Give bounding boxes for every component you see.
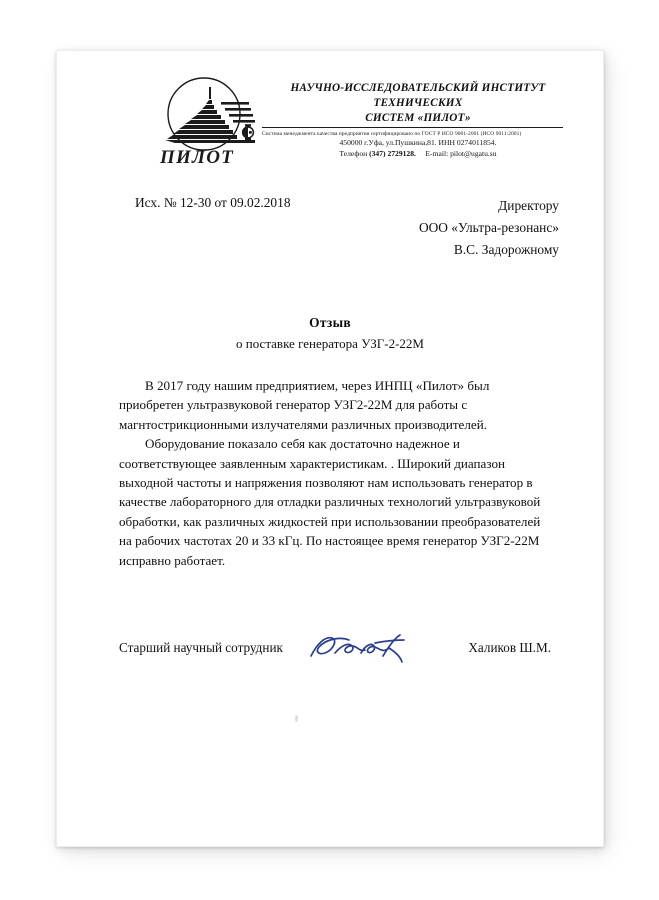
- body-paragraph-1: В 2017 году нашим предприятием, через ИНПЦ «Пилот» был приобретен ультразвуковой генератор УЗГ2-22М для работы с магнтострикционными излучателями различных производителей.: [119, 378, 490, 432]
- page-content: [57, 51, 603, 846]
- email-label: E-mail:: [425, 149, 449, 158]
- email-value[interactable]: pilot@ugatu.su: [450, 149, 497, 158]
- title-block: [97, 315, 563, 352]
- signer-position: Старший научный сотрудник: [119, 640, 283, 656]
- pilot-pyramid-circle-logo: [159, 77, 267, 155]
- quality-certification-seal-icon: [239, 123, 257, 141]
- reference-number: Исх. № 12-30 от 09.02.2018: [135, 195, 291, 210]
- addressee-block: [419, 195, 559, 261]
- phone-email-line: [273, 148, 563, 159]
- letterhead: [97, 51, 563, 179]
- signer-name: Халиков Ш.М.: [468, 640, 551, 656]
- body-paragraph-2: Оборудование показало себя как достаточно надежное и соответствующее заявленным характеристикам. . Широкий диапазон выходной частоты и напряжения позволяют нам использовать генератор в качестве лабораторного для отладки различных технологий ультразвуковой обработки, как различных жидкостей при использовании преобразователей на рабочих частотах 20 и 33 кГц. По настоящее время генератор УЗГ2-22М исправно работает.: [119, 436, 541, 568]
- certification-bar: [262, 127, 563, 138]
- phone-label: Телефон: [339, 149, 368, 158]
- document-subtitle: о поставке генератора УЗГ-2-22М: [236, 336, 424, 351]
- handwritten-signature: [305, 626, 415, 670]
- certification-text: Система менеджмента качества предприятия сертифицировано по ГОСТ Р ИСО 9001-2001 (ИСО 9011:2001): [262, 130, 522, 137]
- logo-wordmark: ПИЛОТ: [160, 147, 234, 168]
- horizontal-rule: [262, 127, 563, 128]
- document-page: [56, 50, 604, 847]
- organization-name: [273, 81, 563, 126]
- addressee-company: ООО «Ультра-резонанс»: [418, 220, 559, 235]
- address-line: 450000 г.Уфа, ул.Пушкина,81. ИНН 0274011854.: [339, 138, 497, 147]
- organization-name-line1: НАУЧНО-ИССЛЕДОВАТЕЛЬСКИЙ ИНСТИТУТ ТЕХНИЧЕСКИХ: [290, 82, 546, 109]
- certification-row: [239, 123, 563, 141]
- organization-name-line2: СИСТЕМ «ПИЛОТ»: [365, 112, 471, 124]
- document-title: Отзыв: [309, 315, 351, 330]
- reference-and-addressee: [97, 195, 563, 271]
- phone-value: (347) 2729128.: [369, 149, 416, 158]
- addressee-role: Директору: [498, 198, 559, 213]
- organization-block: [273, 81, 563, 159]
- letter-body: [97, 376, 563, 570]
- signature-row: [97, 626, 563, 674]
- addressee-person: В.С. Задорожному: [453, 242, 559, 257]
- scan-artifact: [295, 715, 298, 722]
